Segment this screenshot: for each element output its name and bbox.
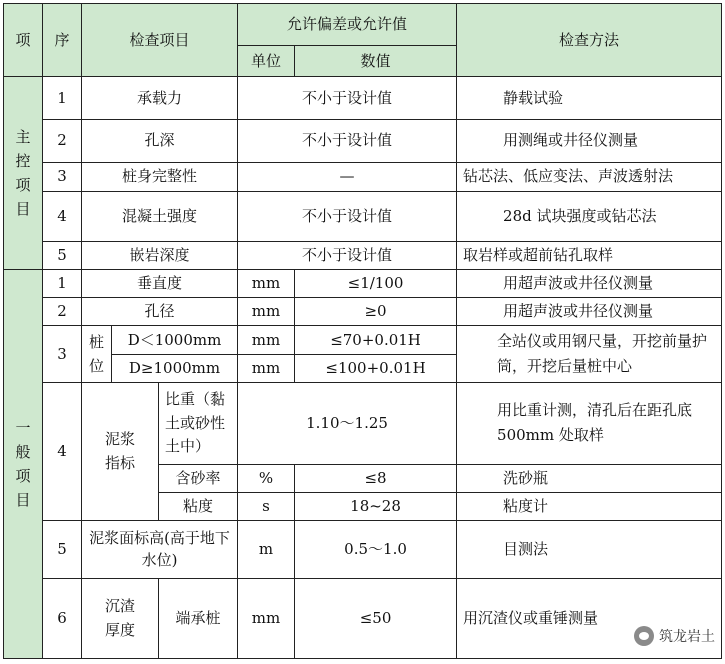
unit-cell: s — [238, 493, 295, 521]
table-row — [4, 382, 722, 464]
position-label-text: 桩位 — [88, 333, 104, 376]
value-cell: 不小于设计值 — [238, 119, 457, 162]
table-row — [4, 298, 722, 326]
unit-cell: mm — [238, 326, 295, 354]
method-cell: 28d 试块强度或钻芯法 — [457, 191, 722, 241]
item-cell: 粘度 — [159, 493, 238, 521]
table-row — [4, 191, 722, 241]
header-item-col: 项 — [4, 4, 43, 77]
item-cell: 泥浆面标高(高于地下水位) — [82, 521, 238, 578]
condition-cell: D＜1000mm — [112, 326, 238, 354]
seq-cell: 3 — [43, 326, 82, 382]
condition-cell: D≥1000mm — [112, 354, 238, 382]
table-row — [4, 119, 722, 162]
method-cell: 目测法 — [457, 521, 722, 578]
category-general-label: 一般项目 — [15, 419, 31, 510]
unit-cell: mm — [238, 578, 295, 658]
item-cell: 桩身完整性 — [82, 162, 238, 191]
value-cell: ≤50 — [295, 578, 457, 658]
table-row — [4, 77, 722, 119]
seq-cell: 5 — [43, 521, 82, 578]
seq-cell: 2 — [43, 119, 82, 162]
value-cell: ≤8 — [295, 465, 457, 493]
category-general — [4, 270, 43, 659]
table-row — [4, 242, 722, 270]
unit-cell: mm — [238, 270, 295, 298]
wechat-icon — [634, 626, 654, 646]
method-cell: 用测绳或井径仪测量 — [457, 119, 722, 162]
item-cell: 比重（黏土或砂性土中） — [159, 382, 238, 464]
item-cell: 嵌岩深度 — [82, 242, 238, 270]
seq-cell: 6 — [43, 578, 82, 658]
method-cell: 用超声波或井径仪测量 — [457, 270, 722, 298]
method-cell: 用超声波或井径仪测量 — [457, 298, 722, 326]
header-allowed: 允许偏差或允许值 — [238, 4, 457, 46]
value-cell: 0.5～1.0 — [295, 521, 457, 578]
seq-cell: 4 — [43, 191, 82, 241]
watermark — [632, 626, 717, 646]
table-row — [4, 326, 722, 354]
seq-cell: 1 — [43, 77, 82, 119]
value-cell: 不小于设计值 — [238, 242, 457, 270]
table-row — [4, 270, 722, 298]
value-cell: ≤70+0.01H — [295, 326, 457, 354]
unit-cell: m — [238, 521, 295, 578]
table-row — [4, 578, 722, 658]
sediment-label — [82, 578, 159, 658]
method-cell: 粘度计 — [457, 493, 722, 521]
method-cell: 静载试验 — [457, 77, 722, 119]
value-cell: ≥0 — [295, 298, 457, 326]
category-main — [4, 77, 43, 270]
seq-cell: 5 — [43, 242, 82, 270]
table-row — [4, 521, 722, 578]
method-cell: 洗砂瓶 — [457, 465, 722, 493]
header-check-item: 检查项目 — [82, 4, 238, 77]
value-cell: 18~28 — [295, 493, 457, 521]
watermark-text: 筑龙岩土 — [659, 629, 715, 645]
value-cell: 1.10～1.25 — [238, 382, 457, 464]
header-unit: 单位 — [238, 46, 295, 77]
method-cell: 用比重计测，清孔后在距孔底 500mm 处取样 — [457, 382, 722, 464]
method-cell: 取岩样或超前钻孔取样 — [457, 242, 722, 270]
value-cell: ≤1/100 — [295, 270, 457, 298]
item-cell: 垂直度 — [82, 270, 238, 298]
category-main-label: 主控项目 — [15, 128, 31, 219]
header-method: 检查方法 — [457, 4, 722, 77]
method-cell: 全站仪或用钢尺量，开挖前量护筒，开挖后量桩中心 — [457, 326, 722, 382]
value-cell: — — [238, 162, 457, 191]
seq-cell: 4 — [43, 382, 82, 521]
inspection-table — [3, 3, 722, 659]
unit-cell: % — [238, 465, 295, 493]
seq-cell: 2 — [43, 298, 82, 326]
header-seq-col: 序 — [43, 4, 82, 77]
value-cell: ≤100+0.01H — [295, 354, 457, 382]
position-label — [82, 326, 112, 382]
item-cell: 含砂率 — [159, 465, 238, 493]
sediment-label-text: 沉渣厚度 — [104, 597, 135, 640]
item-cell: 承载力 — [82, 77, 238, 119]
item-cell: 孔深 — [82, 119, 238, 162]
method-cell: 钻芯法、低应变法、声波透射法 — [457, 162, 722, 191]
seq-cell: 1 — [43, 270, 82, 298]
mud-label — [82, 382, 159, 521]
seq-cell: 3 — [43, 162, 82, 191]
mud-label-text: 泥浆指标 — [104, 430, 135, 473]
header-value: 数值 — [295, 46, 457, 77]
item-cell: 混凝土强度 — [82, 191, 238, 241]
unit-cell: mm — [238, 354, 295, 382]
item-cell: 端承桩 — [159, 578, 238, 658]
value-cell: 不小于设计值 — [238, 77, 457, 119]
method-cell: 用沉渣仪或重锤测量 — [457, 578, 722, 658]
unit-cell: mm — [238, 298, 295, 326]
value-cell: 不小于设计值 — [238, 191, 457, 241]
table-row — [4, 162, 722, 191]
item-cell: 孔径 — [82, 298, 238, 326]
